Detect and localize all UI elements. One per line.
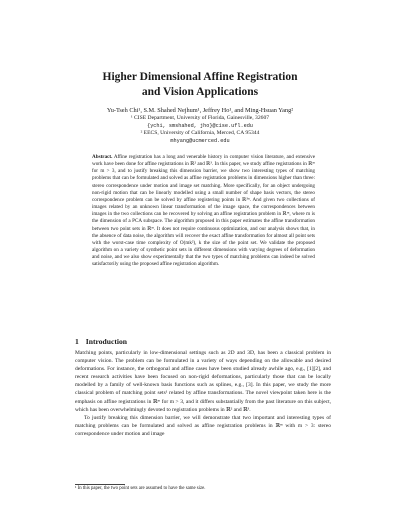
- section-number: 1: [75, 337, 79, 346]
- affiliation-1-email: {ychi, smshahed, jho}@cise.ufl.edu: [147, 122, 253, 129]
- section-heading: [75, 337, 127, 346]
- author-list: Yu-Tseh Chi¹, S.M. Shahed Nejhum¹, Jeffrey Ho¹, and Ming-Hsuan Yang²: [106, 107, 294, 114]
- abstract-text: Affine registration has a long and venerable history in computer vision literature, and extensive work have been done for affine registrations in ℝ² and ℝ³. In this paper, we study affine registrations in ℝᵐ for m > 3, and to justify breaking this dimension barrier, we show two interesting types of matching problems that can be formulated and solved as affine registration problems in dimensions higher than three: stereo correspondence under motion and image set matching. More specifically, for an object undergoing non-rigid motion that can be linearly modelled using a small number of shape basis vectors, the stereo correspondence problem can be solved by affine registering points in ℝ³ⁿ. And given two collections of images related by an unknown linear transformation of the image space, the correspondences between images in the two collections can be recovered by solving an affine registration problem in ℝᵐ, where m is the dimension of a PCA subspace. The algorithm proposed in this paper estimates the affine transformation between two point sets in ℝᵐ. It does not require continuous optimization, and our analysis shows that, in the absence of data noise, the algorithm will recover the exact affine transformation for almost all point sets with the worst-case time complexity of O(mk²), k the size of the point set. We validate the proposed algorithm on a variety of synthetic point sets in different dimensions with varying degrees of deformation and noise, and we also show experimentally that the two types of matching problems can indeed be solved satisfactorily using the proposed affine registration algorithm.: [92, 154, 315, 268]
- section-title: Introduction: [85, 337, 128, 346]
- affiliation-2: ² EECS, University of California, Merced, CA 95344: [140, 130, 260, 137]
- affiliations: [0, 115, 400, 145]
- affiliation-1: ¹ CISE Department, University of Florida, Gainesville, 32607: [130, 115, 270, 121]
- abstract-label: Abstract.: [92, 154, 113, 160]
- section-body: [75, 349, 331, 438]
- body-paragraph-1: Matching points, particularly in low-dimensional settings such as 2D and 3D, has been a classical problem in computer vision. The problem can be formulated in a variety of ways depending on the allowable and desired deformations. For instance, the orthogonal and affine cases have been studied already awhile ago, e.g., [1][2], and recent research activities have been focused on non-rigid deformations, particularly those that can be locally modelled by a family of well-known basis functions such as splines, e.g., [3]. In this paper, we study the more classical problem of matching point sets¹ related by affine transformations. The novel viewpoint taken here is the emphasis on affine registrations in ℝᵐ for m > 3, and it differs substantially from the past literature on this subject, which has been overwhelmingly devoted to registration problems in ℝ² and ℝ³.: [75, 350, 331, 413]
- abstract: [92, 154, 315, 269]
- affiliation-2-email: mhyang@ucmerced.edu: [170, 137, 230, 144]
- title-line-2: and Vision Applications: [141, 86, 259, 98]
- paper-title: [0, 70, 400, 100]
- footnote: ¹ In this paper, the two point sets are assumed to have the same size.: [75, 486, 206, 491]
- body-paragraph-2: To justify breaking this dimension barrier, we will demonstrate that two important and interesting types of matching problems can be formulated and solved as affine registration problems in ℝᵐ with m > 3: stereo correspondence under motion and image: [75, 414, 331, 437]
- footnote-divider: [75, 484, 125, 485]
- title-line-1: Higher Dimensional Affine Registration: [102, 71, 298, 83]
